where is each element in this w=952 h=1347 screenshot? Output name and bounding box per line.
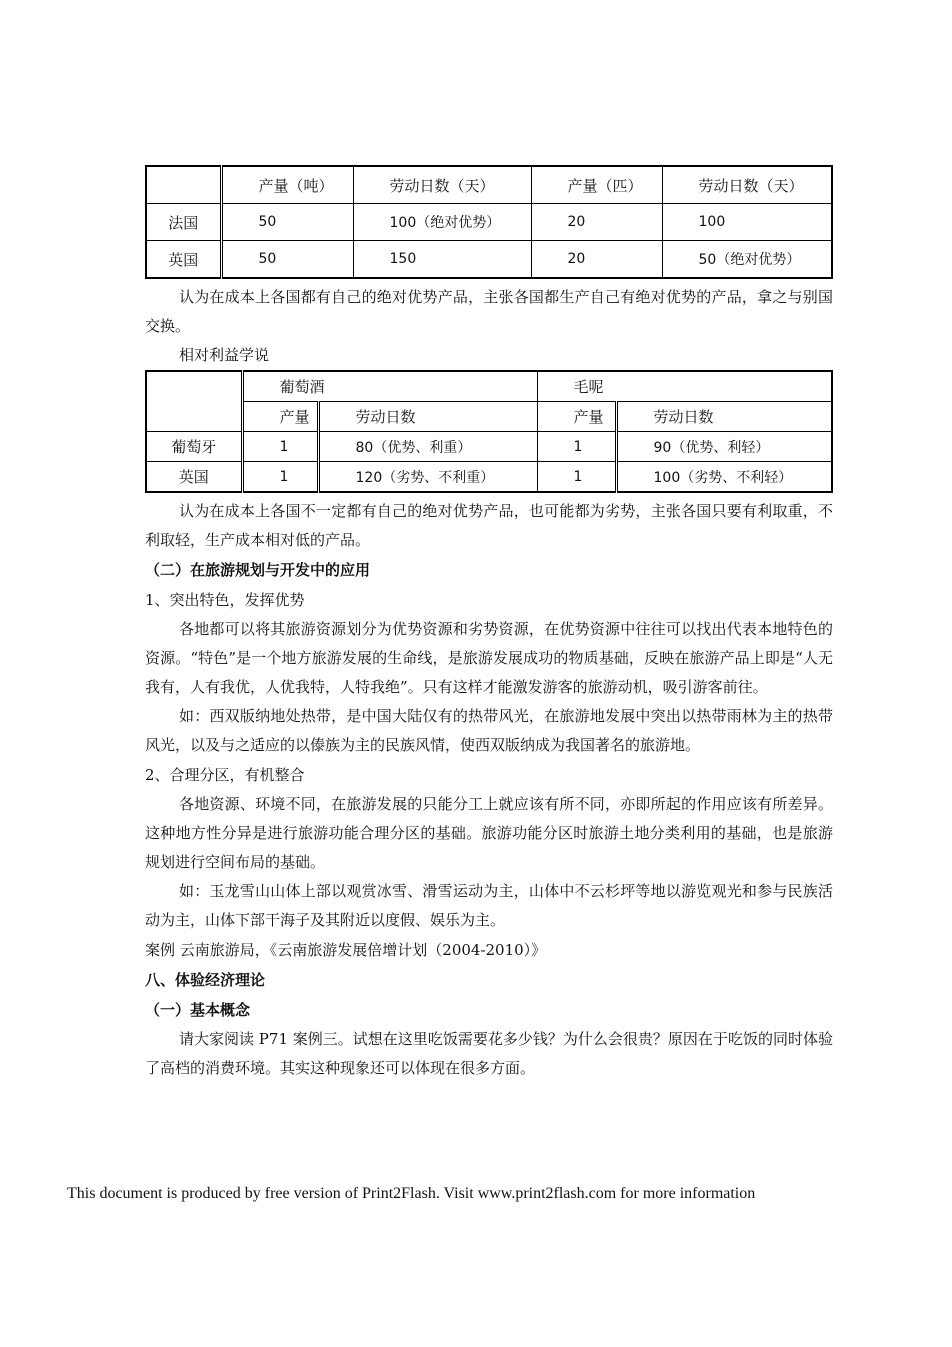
table-header-row	[146, 166, 832, 204]
subsection-heading: 1、突出特色，发挥优势	[145, 591, 305, 609]
section-heading: （一）基本概念	[145, 1001, 251, 1019]
table-group-row	[146, 371, 832, 402]
table-cell: 120（劣势、不利重）	[318, 462, 537, 493]
table-cell: 1	[242, 462, 318, 493]
table-subheader-row	[146, 402, 832, 432]
table-row	[146, 432, 832, 462]
table-corner-cell	[146, 371, 242, 432]
table-row	[146, 241, 832, 279]
table-cell: 90（优势、利轻）	[616, 432, 832, 462]
table-header-cell: 劳动日数	[318, 402, 537, 432]
table-cell: 100（劣势、不利轻）	[616, 462, 832, 493]
table-cell: 1	[537, 462, 616, 493]
table-header-cell: 产量	[537, 402, 616, 432]
table-cell: 100（绝对优势）	[353, 204, 531, 241]
paragraph: 认为在成本上各国不一定都有自己的绝对优势产品，也可能都为劣势，主张各国只要有利取重，不利取轻，生产成本相对低的产品。	[145, 502, 833, 549]
section-heading: （二）在旅游规划与开发中的应用	[145, 561, 371, 579]
chapter-heading: 八、体验经济理论	[145, 971, 266, 989]
table-header-cell: 劳动日数（天）	[353, 166, 531, 204]
row-label: 英国	[146, 241, 221, 279]
row-label: 法国	[146, 204, 221, 241]
group-header-wine: 葡萄酒	[242, 371, 537, 402]
table-header-cell: 产量（匹）	[531, 166, 662, 204]
table-cell: 80（优势、利重）	[318, 432, 537, 462]
table-cell: 50	[221, 204, 353, 241]
table-cell: 100	[662, 204, 832, 241]
row-label: 英国	[146, 462, 242, 493]
subsection-heading: 2、合理分区，有机整合	[145, 766, 305, 784]
table-header-cell	[146, 166, 221, 204]
table-cell: 1	[242, 432, 318, 462]
table-header-cell: 劳动日数（天）	[662, 166, 832, 204]
table-cell: 20	[531, 241, 662, 279]
table-header-cell: 劳动日数	[616, 402, 832, 432]
table-cell: 1	[537, 432, 616, 462]
paragraph: 如：西双版纳地处热带，是中国大陆仅有的热带风光，在旅游地发展中突出以热带雨林为主的热带风光，以及与之适应的以傣族为主的民族风情，使西双版纳成为我国著名的旅游地。	[145, 707, 833, 754]
case-reference: 案例 云南旅游局，《云南旅游发展倍增计划（2004-2010）》	[145, 941, 547, 959]
absolute-advantage-table	[145, 165, 833, 279]
table-header-cell: 产量（吨）	[221, 166, 353, 204]
watermark-footer: This document is produced by free version of Print2Flash. Visit www.print2flash.com for more information	[67, 1185, 756, 1202]
table-cell: 150	[353, 241, 531, 279]
paragraph: 认为在成本上各国都有自己的绝对优势产品，主张各国都生产自己有绝对优势的产品，拿之与别国交换。	[145, 288, 833, 335]
table-header-cell: 产量	[242, 402, 318, 432]
paragraph: 如：玉龙雪山山体上部以观赏冰雪、滑雪运动为主，山体中不云杉坪等地以游览观光和参与民族活动为主，山体下部干海子及其附近以度假、娱乐为主。	[145, 882, 833, 929]
paragraph: 请大家阅读 P71 案例三。试想在这里吃饭需要花多少钱？为什么会很贵？原因在于吃饭的同时体验了高档的消费环境。其实这种现象还可以体现在很多方面。	[145, 1030, 833, 1077]
document-page	[145, 165, 833, 1083]
row-label: 葡萄牙	[146, 432, 242, 462]
paragraph: 各地都可以将其旅游资源划分为优势资源和劣势资源，在优势资源中往往可以找出代表本地特色的资源。“特色”是一个地方旅游发展的生命线，是旅游发展成功的物质基础，反映在旅游产品上即是“人无我有，人有我优，人优我特，人特我绝”。只有这样才能激发游客的旅游动机，吸引游客前往。	[145, 620, 833, 696]
paragraph: 各地资源、环境不同，在旅游发展的只能分工上就应该有所不同，亦即所起的作用应该有所差异。这种地方性分异是进行旅游功能合理分区的基础。旅游功能分区时旅游土地分类利用的基础，也是旅游规划进行空间布局的基础。	[145, 795, 833, 871]
table-row	[146, 204, 832, 241]
table-cell: 50（绝对优势）	[662, 241, 832, 279]
table-row	[146, 462, 832, 493]
table-cell: 50	[221, 241, 353, 279]
table-cell: 20	[531, 204, 662, 241]
section-heading: 相对利益学说	[179, 346, 270, 364]
group-header-woolen: 毛呢	[537, 371, 832, 402]
relative-advantage-table	[145, 370, 833, 493]
